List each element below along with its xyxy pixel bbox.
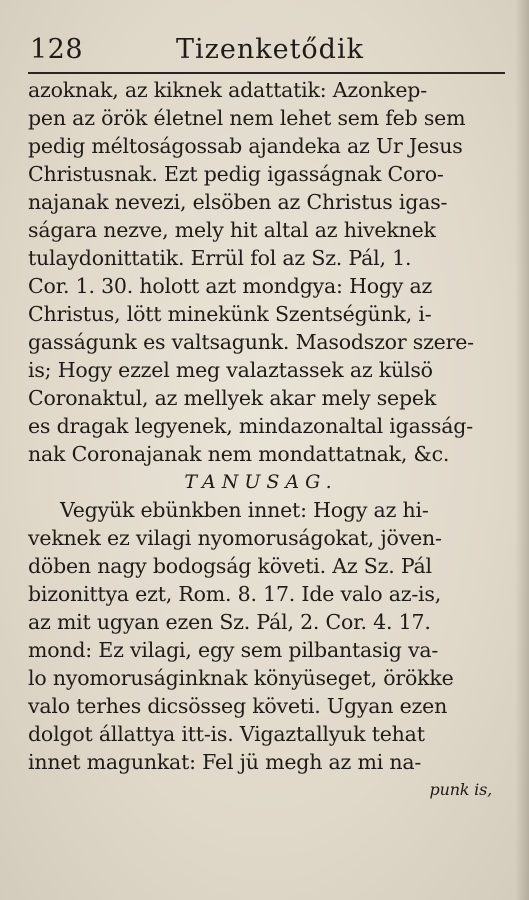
page-number: 128 [30, 34, 84, 65]
text-line: bizonittya ezt, Rom. 8. 17. Ide valo az-is, [28, 582, 442, 606]
running-head [28, 30, 505, 74]
text-line: najanak nevezi, elsöben az Christus igas- [28, 190, 448, 214]
text-line: pedig méltoságossab ajandeka az Ur Jesus [28, 134, 463, 158]
catchword: punk is, [429, 780, 492, 799]
page-edge-shadow [515, 0, 529, 900]
text-line: azoknak, az kiknek adattatik: Azonkep- [28, 78, 427, 102]
text-line: innet magunkat: Fel jü megh az mi na- [28, 750, 422, 774]
text-line: lo nyomoruságinknak könyüseget, örökke [28, 666, 454, 690]
text-line: Coronaktul, az mellyek akar mely sepek [28, 386, 437, 410]
text-line: tulaydonittatik. Errül fol az Sz. Pál, 1. [28, 246, 412, 270]
text-body [28, 76, 494, 804]
text-line: es dragak legyenek, mindazonaltal igasság- [28, 414, 473, 438]
text-line: az mit ugyan ezen Sz. Pál, 2. Cor. 4. 17. [28, 610, 431, 634]
text-line: Christus, lött minekünk Szentségünk, i- [28, 302, 432, 326]
text-line: döben nagy bodogság követi. Az Sz. Pál [28, 554, 432, 578]
text-line: dolgot állattya itt-is. Vigaztallyuk tehat [28, 722, 425, 746]
text-line: Christusnak. Ezt pedig igasságnak Coro- [28, 162, 444, 186]
text-line: nak Coronajanak nem mondattatnak, &c. [28, 442, 450, 466]
text-line: veknek ez vilagi nyomoruságokat, jöven- [28, 526, 442, 550]
text-line: valo terhes dicsösseg követi. Ugyan ezen [28, 694, 448, 718]
text-line: Vegyük ebünkben innet: Hogy az hi- [60, 498, 429, 522]
text-line: Cor. 1. 30. holott azt mondgya: Hogy az [28, 274, 433, 298]
text-line: pen az örök életnel nem lehet sem feb sem [28, 106, 466, 130]
text-line: is; Hogy ezzel meg valaztassek az külsö [28, 358, 433, 382]
text-line: gasságunk es valtsagunk. Masodszor szere- [28, 330, 474, 354]
section-heading: TANUSAG. [184, 471, 338, 493]
running-title: Tizenketődik [176, 34, 364, 65]
text-line: ságara nezve, mely hit altal az hiveknek [28, 218, 436, 242]
text-line: mond: Ez vilagi, egy sem pilbantasig va- [28, 638, 439, 662]
